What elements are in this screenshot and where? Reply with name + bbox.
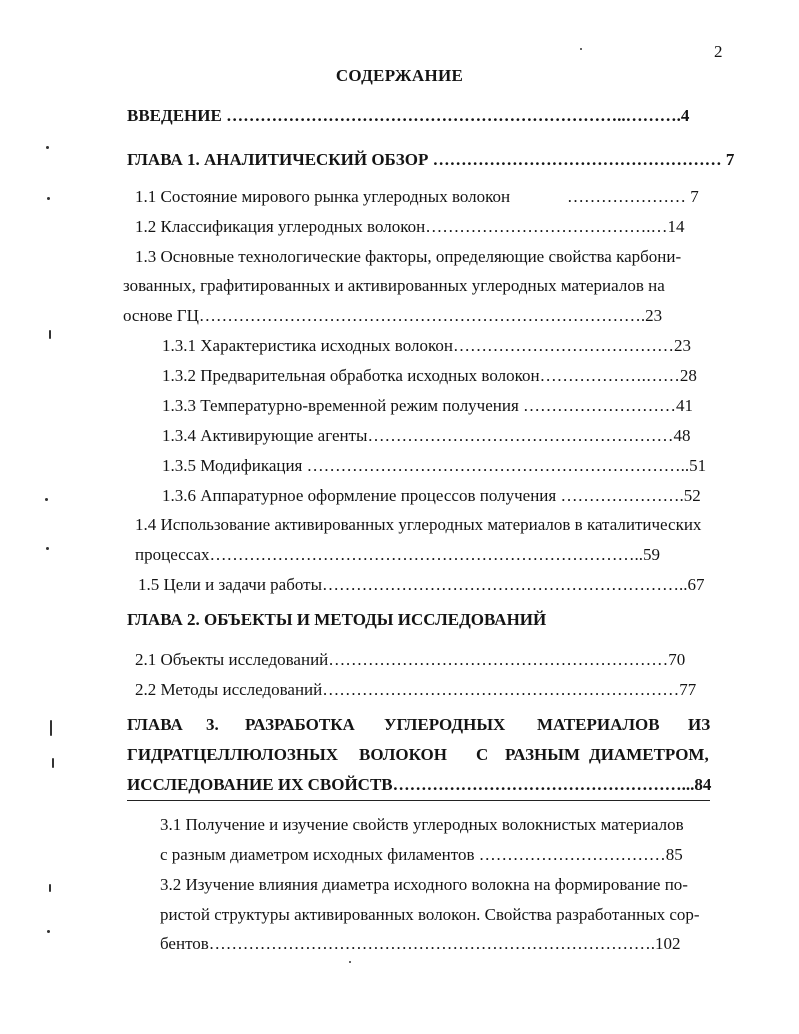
scan-speck: [49, 330, 51, 339]
toc-entry-3-2-line-1: 3.2 Изучение влияния диаметра исходного волокна на формирование по-: [160, 875, 688, 894]
scan-speck: [45, 498, 48, 501]
page-number: 2: [714, 42, 723, 61]
toc-entry-1-3-line-2: зованных, графитированных и активированных углеродных материалов на: [123, 276, 665, 295]
toc-entry-1-3-2: 1.3.2 Предварительная обработка исходных волокон……………….……28: [162, 366, 697, 385]
toc-entry-1-3-5: 1.3.5 Модификация …………………………………………………………..51: [162, 456, 707, 475]
toc-entry-1-3-line-3: основе ГЦ…………………………………………………………………….23: [123, 306, 663, 325]
toc-entry-1-4-line-2: процессах…………………………………………………………………..59: [135, 545, 661, 564]
scan-speck: [50, 720, 52, 736]
scan-speck: [349, 961, 351, 963]
toc-entry-2-2: 2.2 Методы исследований………………………………………………………77: [135, 680, 697, 699]
toc-entry-chapter-3-line-2: ГИДРАТЦЕЛЛЮЛОЗНЫХ ВОЛОКОН С РАЗНЫМ ДИАМЕТРОМ,: [127, 745, 709, 764]
page-title: СОДЕРЖАНИЕ: [335, 66, 464, 85]
toc-entry-1-5: 1.5 Цели и задачи работы………………………………………………………..67: [138, 575, 705, 594]
toc-entry-1-3-line-1: 1.3 Основные технологические факторы, определяющие свойства карбони-: [135, 247, 682, 266]
scan-speck: [47, 930, 50, 933]
scan-speck: [46, 146, 49, 149]
toc-entry-1-3-3: 1.3.3 Температурно-временной режим получения ………………………41: [162, 396, 694, 415]
scan-speck: [580, 48, 582, 50]
toc-entry-1-3-6: 1.3.6 Аппаратурное оформление процессов получения ………………….52: [162, 486, 701, 505]
toc-entry-1-1: 1.1 Состояние мирового рынка углеродных волокон ………………… 7: [135, 187, 699, 206]
toc-entry-3-2-line-2: ристой структуры активированных волокон. Свойства разработанных сор-: [160, 905, 700, 924]
scan-speck: [47, 197, 50, 200]
toc-entry-1-4-line-1: 1.4 Использование активированных углеродных материалов в каталитических: [135, 515, 702, 534]
toc-entry-2-1: 2.1 Объекты исследований……………………………………………………70: [135, 650, 686, 669]
scan-speck: [52, 758, 54, 768]
toc-entry-1-3-1: 1.3.1 Характеристика исходных волокон…………………………………23: [162, 336, 691, 355]
toc-entry-3-1-line-1: 3.1 Получение и изучение свойств углеродных волокнистых материалов: [160, 815, 684, 834]
toc-entry-3-2-line-3: бентов…………………………………………………………………….102: [160, 934, 681, 953]
chapter-3-underline: [127, 800, 710, 801]
scan-speck: [49, 884, 51, 892]
toc-entry-chapter-3-line-1: ГЛАВА 3. РАЗРАБОТКА УГЛЕРОДНЫХ МАТЕРИАЛОВ ИЗ: [127, 715, 711, 734]
scan-speck: [46, 547, 49, 550]
toc-entry-chapter-2: ГЛАВА 2. ОБЪЕКТЫ И МЕТОДЫ ИССЛЕДОВАНИЙ: [127, 610, 547, 629]
toc-entry-3-1-line-2: с разным диаметром исходных филаментов ……………………………85: [160, 845, 683, 864]
toc-entry-1-2: 1.2 Классификация углеродных волокон………………………………….…14: [135, 217, 685, 236]
toc-entry-1-3-4: 1.3.4 Активирующие агенты………………………………………………48: [162, 426, 691, 445]
toc-entry-introduction: ВВЕДЕНИЕ ……………………………………………………………..……….4: [127, 106, 690, 125]
toc-entry-chapter-1: ГЛАВА 1. АНАЛИТИЧЕСКИЙ ОБЗОР …………………………………………… 7: [127, 150, 735, 169]
toc-entry-chapter-3-line-3: ИССЛЕДОВАНИЕ ИХ СВОЙСТВ……………………………………………...84: [127, 775, 712, 794]
